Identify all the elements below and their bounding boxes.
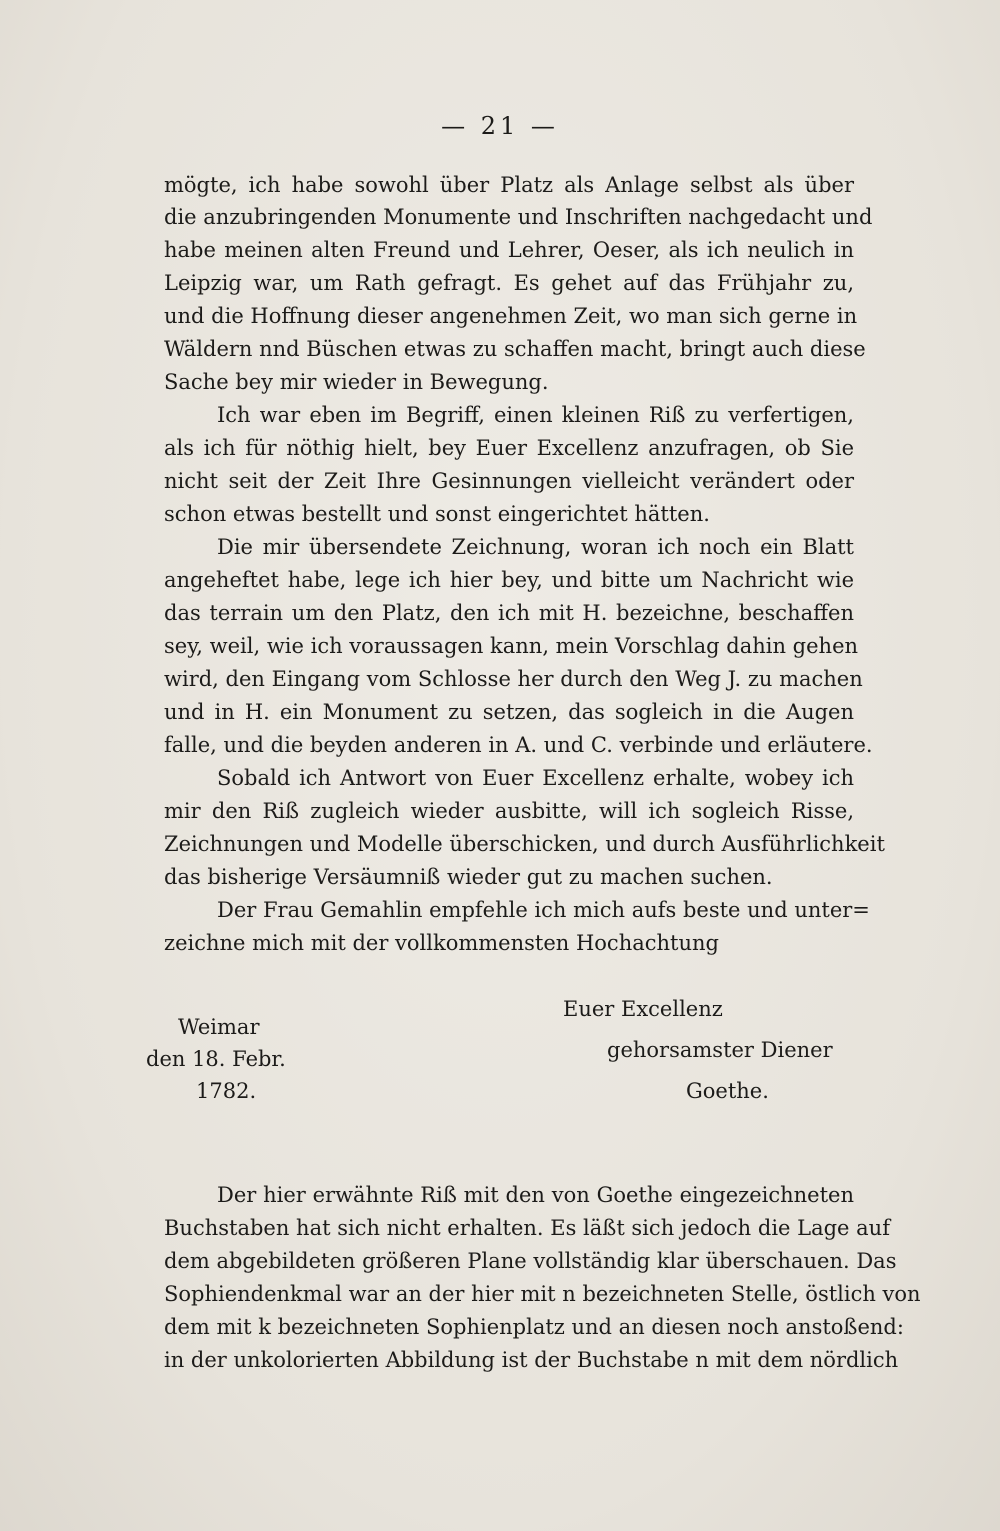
signature-year: 1782.: [196, 1079, 257, 1103]
commentary-line: dem abgebildeten größeren Plane vollständig klar überschauen. Das: [164, 1249, 897, 1273]
letter-line: mir den Riß zugleich wieder ausbitte, will ich sogleich Risse,: [164, 799, 854, 823]
signature-closing: gehorsamster Diener: [607, 1038, 833, 1062]
letter-line: und in H. ein Monument zu setzen, das sogleich in die Augen: [164, 700, 854, 724]
letter-line: Der Frau Gemahlin empfehle ich mich aufs beste und unter=: [217, 898, 870, 922]
letter-line: angeheftet habe, lege ich hier bey, und bitte um Nachricht wie: [164, 568, 854, 592]
letter-line: falle, und die beyden anderen in A. und C. verbinde und erläutere.: [164, 733, 873, 757]
letter-line: Ich war eben im Begriff, einen kleinen Riß zu verfertigen,: [217, 403, 854, 427]
commentary-line: Buchstaben hat sich nicht erhalten. Es läßt sich jedoch die Lage auf: [164, 1216, 890, 1240]
commentary-body: [164, 1180, 921, 1380]
signature-place: Weimar: [178, 1015, 260, 1039]
letter-line: und die Hoffnung dieser angenehmen Zeit, wo man sich gerne in: [164, 304, 858, 328]
commentary-line: dem mit k bezeichneten Sophienplatz und an diesen noch anstoßend:: [164, 1315, 904, 1339]
letter-line: habe meinen alten Freund und Lehrer, Oeser, als ich neulich in: [164, 238, 854, 262]
letter-line: als ich für nöthig hielt, bey Euer Excellenz anzufragen, ob Sie: [164, 436, 854, 460]
letter-line: sey, weil, wie ich voraussagen kann, mein Vorschlag dahin gehen: [164, 634, 859, 658]
letter-line: Sobald ich Antwort von Euer Excellenz erhalte, wobey ich: [217, 766, 854, 790]
signature-salutation: Euer Excellenz: [563, 997, 723, 1021]
signature-date: den 18. Febr.: [146, 1047, 286, 1071]
page-number: — 21 —: [441, 112, 559, 140]
letter-line: Die mir übersendete Zeichnung, woran ich noch ein Blatt: [217, 535, 854, 559]
commentary-line: Der hier erwähnte Riß mit den von Goethe eingezeichneten: [217, 1183, 854, 1207]
letter-line: zeichne mich mit der vollkommensten Hochachtung: [164, 931, 719, 955]
letter-line: die anzubringenden Monumente und Inschriften nachgedacht und: [164, 205, 873, 229]
letter-line: das bisherige Versäumniß wieder gut zu machen suchen.: [164, 865, 773, 889]
letter-line: wird, den Eingang vom Schlosse her durch den Weg J. zu machen: [164, 667, 863, 691]
letter-line: Sache bey mir wieder in Bewegung.: [164, 370, 549, 394]
letter-line: mögte, ich habe sowohl über Platz als Anlage selbst als über: [164, 173, 854, 197]
letter-line: nicht seit der Zeit Ihre Gesinnungen vielleicht verändert oder: [164, 469, 854, 493]
letter-line: schon etwas bestellt und sonst eingerichtet hätten.: [164, 502, 710, 526]
commentary-line: Sophiendenkmal war an der hier mit n bezeichneten Stelle, östlich von: [164, 1282, 921, 1306]
signature-name: Goethe.: [686, 1079, 769, 1103]
letter-body: [164, 170, 885, 970]
letter-line: das terrain um den Platz, den ich mit H. bezeichne, beschaffen: [164, 601, 854, 625]
letter-line: Leipzig war, um Rath gefragt. Es gehet auf das Frühjahr zu,: [164, 271, 854, 295]
letter-line: Wäldern nnd Büschen etwas zu schaffen macht, bringt auch diese: [164, 337, 866, 361]
commentary-line: in der unkolorierten Abbildung ist der Buchstabe n mit dem nördlich: [164, 1348, 899, 1372]
letter-line: Zeichnungen und Modelle überschicken, und durch Ausführlichkeit: [164, 832, 885, 856]
